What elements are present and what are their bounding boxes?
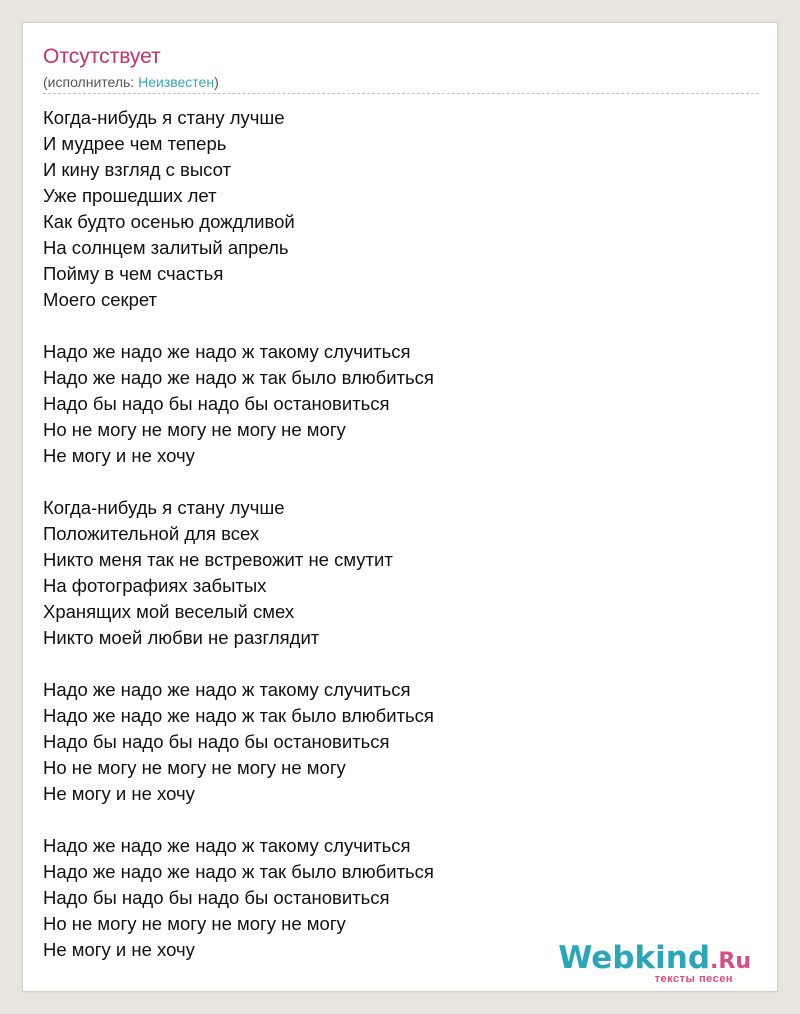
artist-suffix: ) xyxy=(214,74,219,90)
lyrics-body xyxy=(43,105,743,989)
lyrics-card xyxy=(22,22,778,992)
lyrics-line: Никто меня так не встревожит не смутит xyxy=(43,549,393,570)
lyrics-line: Положительной для всех xyxy=(43,523,260,544)
lyrics-line: Но не могу не могу не могу не могу xyxy=(43,757,346,778)
lyrics-line: Пойму в чем счастья xyxy=(43,263,224,284)
lyrics-line: Надо же надо же надо ж так было влюбиться xyxy=(43,367,434,388)
lyrics-line: Уже прошедших лет xyxy=(43,185,217,206)
lyrics-line: И мудрее чем теперь xyxy=(43,133,227,154)
logo-tagline: тексты песен xyxy=(654,973,733,985)
song-title: Отсутствует xyxy=(43,45,161,68)
lyrics-stanza xyxy=(43,495,743,651)
lyrics-line: Надо бы надо бы надо бы остановиться xyxy=(43,887,390,908)
logo-wordmark xyxy=(558,940,751,976)
lyrics-line: Надо же надо же надо ж такому случиться xyxy=(43,679,411,700)
lyrics-line: На солнцем залитый апрель xyxy=(43,237,289,258)
lyrics-line: Надо же надо же надо ж такому случиться xyxy=(43,341,411,362)
artist-prefix: (исполнитель: xyxy=(43,74,139,90)
lyrics-stanza xyxy=(43,677,743,807)
lyrics-line: Но не могу не могу не могу не могу xyxy=(43,419,346,440)
lyrics-line: Моего секрет xyxy=(43,289,158,310)
site-logo[interactable] xyxy=(558,940,751,985)
lyrics-line: Не могу и не хочу xyxy=(43,445,195,466)
lyrics-line: И кину взгляд с высот xyxy=(43,159,231,180)
lyrics-line: Когда-нибудь я стану лучше xyxy=(43,497,285,518)
lyrics-line: Никто моей любви не разглядит xyxy=(43,627,320,648)
lyrics-line: Не могу и не хочу xyxy=(43,939,195,960)
header-divider xyxy=(43,93,759,94)
artist-link[interactable]: Неизвестен xyxy=(138,74,215,90)
lyrics-line: Надо же надо же надо ж так было влюбиться xyxy=(43,705,434,726)
lyrics-line: Как будто осенью дождливой xyxy=(43,211,295,232)
lyrics-stanza xyxy=(43,339,743,469)
lyrics-line: Не могу и не хочу xyxy=(43,783,195,804)
lyrics-line: Когда-нибудь я стану лучше xyxy=(43,107,285,128)
lyrics-line: Надо же надо же надо ж так было влюбиться xyxy=(43,861,434,882)
logo-name: Webkind xyxy=(558,940,711,976)
lyrics-line: На фотографиях забытых xyxy=(43,575,267,596)
lyrics-stanza xyxy=(43,105,743,313)
lyrics-line: Но не могу не могу не могу не могу xyxy=(43,913,346,934)
lyrics-line: Надо же надо же надо ж такому случиться xyxy=(43,835,411,856)
logo-tld: .Ru xyxy=(710,949,751,974)
lyrics-line: Надо бы надо бы надо бы остановиться xyxy=(43,393,390,414)
lyrics-line: Надо бы надо бы надо бы остановиться xyxy=(43,731,390,752)
lyrics-line: Хранящих мой веселый смех xyxy=(43,601,295,622)
artist-line xyxy=(43,73,219,91)
